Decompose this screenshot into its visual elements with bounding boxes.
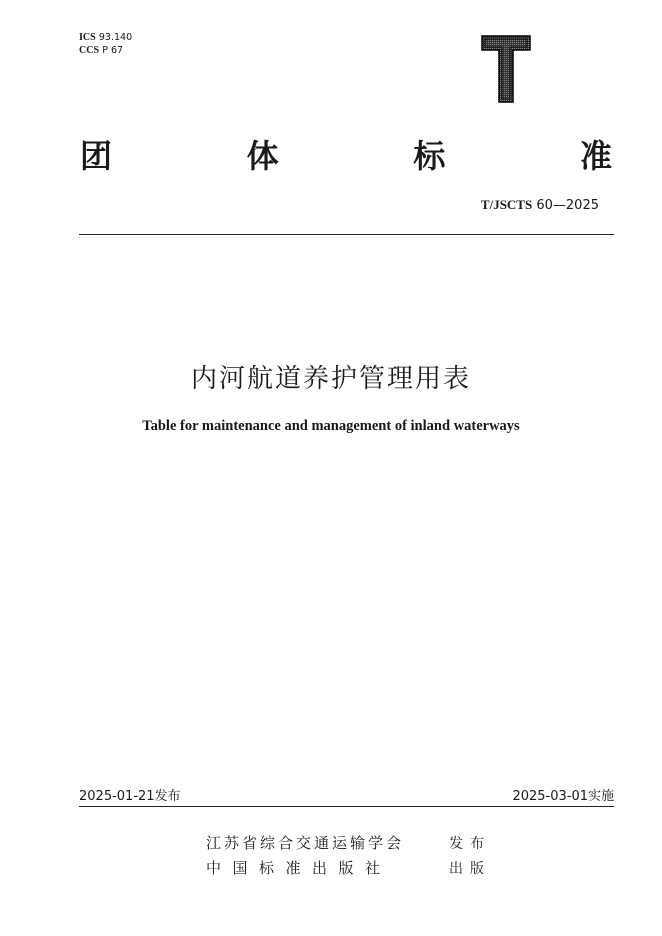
standard-number-prefix: T/JSCTS bbox=[480, 197, 533, 212]
type-mark-text: T bbox=[480, 34, 481, 35]
ccs-code bbox=[79, 44, 132, 57]
printer-name: 中国标准出版社 bbox=[206, 859, 392, 877]
document-subtitle: Table for maintenance and management of inland waterways bbox=[142, 418, 520, 434]
issue-date: 2025-01-21发布 bbox=[79, 789, 181, 804]
ics-label: ICS bbox=[79, 32, 96, 43]
ics-value: 93.140 bbox=[98, 32, 133, 43]
document-title: 内河航道养护管理用表 bbox=[190, 364, 471, 394]
bottom-divider bbox=[79, 806, 614, 807]
ccs-value: P 67 bbox=[102, 45, 124, 56]
category-char: 标 bbox=[413, 137, 446, 175]
classification-codes bbox=[79, 31, 132, 57]
category-char: 团 bbox=[80, 137, 113, 175]
standard-category bbox=[80, 132, 612, 176]
implementation-date: 2025-03-01实施 bbox=[512, 789, 614, 804]
category-char: 准 bbox=[579, 137, 612, 175]
ics-code bbox=[79, 31, 132, 44]
category-char: 体 bbox=[246, 137, 279, 175]
standard-type-mark bbox=[480, 34, 532, 104]
publisher-name: 江苏省综合交通运输学会 bbox=[206, 834, 405, 852]
standard-number bbox=[481, 197, 599, 213]
top-divider bbox=[79, 234, 614, 235]
publisher-action: 发布 bbox=[449, 836, 491, 852]
printer-action: 出版 bbox=[449, 861, 491, 877]
standard-number-value: 60—2025 bbox=[536, 198, 599, 213]
ccs-label: CCS bbox=[79, 45, 100, 56]
